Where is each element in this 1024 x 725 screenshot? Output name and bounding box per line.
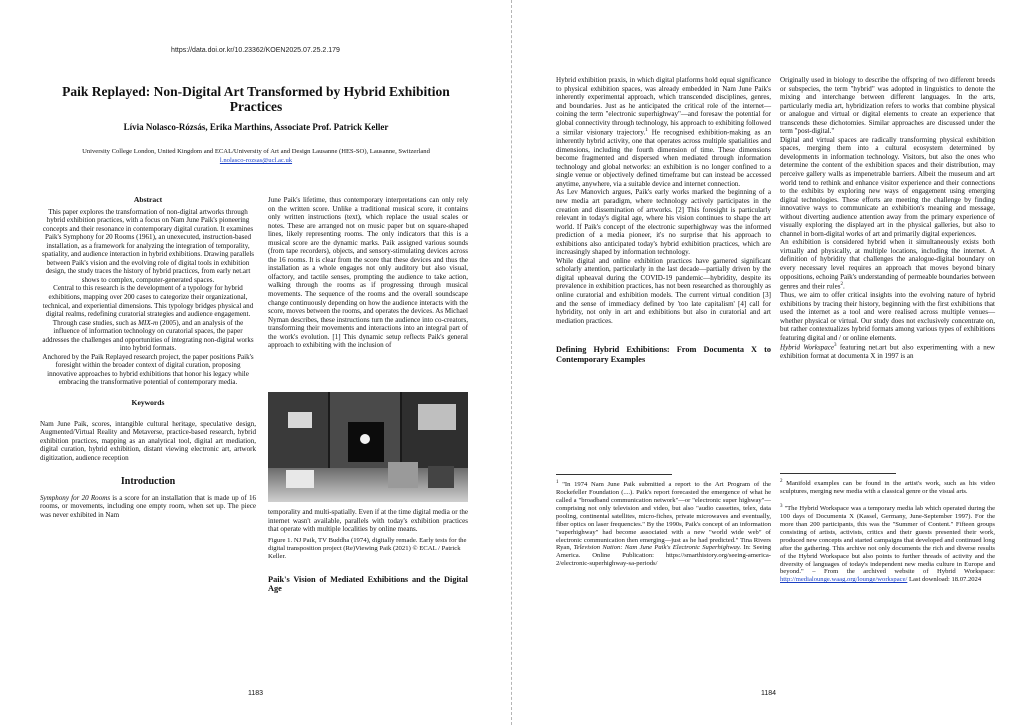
left-column-2-bottom — [268, 508, 468, 594]
body-paragraph: Digital and virtual spaces are radically transforming physical exhibition spaces, merging them into a cultural ecosystem determined by developments in information technology. Visitors, but also the ones who determine the content of the exhibition spaces and their distribution, may perceive gallery walls as impenetrable barriers. Albeit the museum and art world tend to rethink and enhance visitor experience and their connections to the exhibits by exploring new ways of engagement using emerging digital technologies. These efforts are meeting the challenge by finding innovative ways to communicate an exhibition's meaning and message, without diverting audience attention away from the primary experience of visually exploring the displayed art in the physical galleries, but also to channel in born-digital works of art and primarily digital experiences. — [780, 135, 995, 238]
left-column-2 — [268, 196, 468, 350]
doi-link[interactable]: https://data.doi.or.kr/10.23362/KOEN2025.07.25.2.179 — [171, 47, 340, 54]
page-divider — [511, 0, 512, 725]
abstract-paragraph: This paper explores the transformation of non-digital artworks through hybrid exhibition practices, with a focus on Nam June Paik's pioneering concepts and their resonance in contemporary digital curation. It examines Paik's Symphony for 20 Rooms (1961), an unexecuted, instruction-based installation, as a framework for analyzing the integration of temporality, spatiality, and audience interaction in hybrid exhibitions. Drawing parallels between Paik's vision and the evolving role of digital tools in exhibition design, the study traces the history of hybrid practices, from early net.art shows to complex, computer-generated spaces. — [41, 207, 255, 284]
introduction-heading: Introduction — [120, 476, 176, 488]
abstract-paragraph: Anchored by the Paik Replayed research project, the paper positions Paik's foresight within the broader context of digital curation, proposing innovative approaches to hybrid exhibitions that honor his legacy while embracing the transformative potential of contemporary media. — [42, 352, 254, 387]
body-paragraph: June Paik's lifetime, thus contemporary interpretations can only rely on the written score. Unlike a traditional musical score, it contains only written instructions (text), which replace the usual scales or notes. These are arranged not on music paper but on square-shaped lines, likely representing rooms. The only indicators that this is a musical score are the dynamic marks. Paik assigned various sounds (from tape recorders), objects, and sensory-stimulating devices across the 16 rooms. It is clear from the score that these devices and thus the installation as a whole engages not only auditory but also visual, olfactory, and tactile senses, prompting the audience to take action, walking through the rooms as if progressing through musical movements. The sequence of the rooms and the overall soundscape change continuously depending on how the audience interacts with the score, moves between the rooms, and operates the devices. As Michael Nyman describes, these instructions turn the audience into co-creators, transforming their movements and interactions into an integral part of the work's evolution. [1] This dynamic setup reflects Paik's general approach to exhibiting with the inclusion of — [268, 196, 468, 350]
page-number: 1184 — [761, 690, 777, 697]
body-paragraph: As Lev Manovich argues, Paik's early works marked the beginning of a new media art paradigm, where technology actively participates in the creation and dissemination of artworks. [2] This foresight is particularly relevant in today's digital age, where his vision continues to shape the art world. If Paik's concept of the electronic superhighway was the informed prediction of a media pioneer, it's no surprise that his approach to exhibitions also anticipated today's hybrid exhibition practices, which are increasingly shaped by information technology. — [556, 188, 771, 257]
right-column-1 — [556, 76, 771, 364]
footnote-rule — [780, 473, 896, 474]
figure-light — [360, 434, 370, 444]
left-column — [40, 196, 256, 520]
affiliation — [40, 147, 472, 165]
footnote-2: $^2$ Manifold examples can be found in the artist's work, such as his video sculptures, merging new media with a classical genre or the visual arts. — [780, 479, 995, 496]
section-heading-paik-vision: Paik's Vision of Mediated Exhibitions and the Digital Age — [268, 574, 468, 594]
footnote-1: $^1$ "In 1974 Nam June Paik submitted a report to the Art Program of the Rockefeller Foundation (....). Paik's report forecasted the emergence of what he called a "broadband communication network"—or "electronic super highway"—comprising not only television and video, but also "audio cassettes, telex, data pooling, continental satellites, micro-fiches, private microwaves and eventually, fiber optics on laser frequencies." By the 1990s, Paik's concept of an information "superhighway" had become associated with a new "world wide web" of electronic communication then emerging—just as he had predicted." Tina Rivers Ryan, Television Nation: Nam June Paik's Electronic Superhighway. In: Seeing America. Online Publication: https://smarthistory.org/seeing-america-2/electronic-superhighway-sa-periods/ — [556, 480, 771, 568]
page-number: 1183 — [248, 690, 264, 697]
figure-screen — [288, 412, 312, 428]
keywords-text: Nam June Paik, scores, intangible cultural heritage, speculative design, Augmented/Virtual Reality and Metaverse, practice-based research, hybrid exhibition practices, mapping as an analytical tool, digital art mediation, digital curation, hybrid exhibition, distant viewing electronic art, artwork digitization, audience reception — [40, 419, 256, 462]
figure-tv-buddha-image — [268, 392, 468, 502]
body-paragraph: Originally used in biology to describe the offspring of two different breeds or subspecies, the term "hybrid" was adopted in linguistics to denote the mixing and interchange between different languages. In the arts, particularly media art, hybridization refers to works that combine physical or analogue and virtual or digital elements to create an experience that transcends these dichotomies. Similar approaches are discussed under the term "post-digital." — [780, 76, 995, 136]
figure-monitor — [388, 462, 418, 488]
body-paragraph: Thus, we aim to offer critical insights into the evolving nature of hybrid exhibitions by tracing their history, beginning with the first exhibitions that used the internet as a tool and were realised across multiple venues—whether physical or virtual. Our study does not exclusively concentrate on, but rather contextualizes hybrid formats among various types of exhibitions featuring digital and / or online elements. — [780, 291, 995, 342]
figure-buddha — [428, 466, 454, 488]
email-link[interactable]: l.nolasco-rozsas@ucl.ac.uk — [219, 157, 293, 164]
abstract-heading: Abstract — [133, 195, 163, 204]
affiliation-text: University College London, United Kingdom and ECAL/University of Art and Design Lausanne (HES-SO), Lausanne, Switzerland — [82, 148, 430, 155]
figure-pedestal — [286, 470, 314, 488]
footnote-3: $^3$ "The Hybrid Workspace was a temporary media lab which operated during the 100 days of Documenta X (Kassel, Germany, June-September 1997). For the more than 200 participants, this was the "Summer of Content." Fifteen groups consisting of artists, activists, critics and their guests presented their work, produced new concepts and started campaigns that developed and continued long after the gathering. This archive not only documents the rich and diverse results of the Hybrid Workspace but also points to further threads of activity and the diversity of languages of today's independent new media culture in Europe and beyond." – From the archived website of Hybrid Workspace: http://medialounge.waag.org/lounge/workspace/ Last download: 18.07.2024 — [780, 504, 995, 584]
authors: Lívia Nolasco-Rózsás, Erika Marthins, Associate Prof. Patrick Keller — [123, 122, 389, 132]
figure-wall-left — [268, 392, 328, 474]
body-paragraph: An exhibition is considered hybrid when it simultaneously exists both virtually and physically, at multiple locations, including the internet. A definition of hybridity that challenges the analogue-digital boundary on every necessary level requires an approach that moves beyond binary oppositions, echoing Paik's understanding of permeable boundaries between genres and their rules$^2$. — [780, 238, 995, 291]
abstract-paragraph: Central to this research is the development of a typology for hybrid exhibitions, mapping over 200 cases to categorize their organizational, technical, and experiential dimensions. This typology bridges physical and digital realms, redefining curatorial strategies and audience engagement. Through case studies, such as MIX-m (2005), and an analysis of the influence of information technology on curatorial spaces, the paper addresses the challenges and opportunities of integrating non-digital works into hybrid formats. — [42, 284, 254, 353]
keywords-heading: Keywords — [131, 398, 165, 408]
paper-title: Paik Replayed: Non-Digital Art Transformed by Hybrid Exhibition Practices — [62, 84, 450, 114]
page-right — [513, 0, 1024, 725]
body-paragraph: While digital and online exhibition practices have garnered significant scholarly attention, particularly in the last decade—partially driven by the digital upheaval during the COVID-19 pandemic—hybridity, despite its prevalence in exhibition practices, has not been researched as thoroughly as online curatorial and exhibition models. The current virtual condition [3] and the sense of immediacy defined by 'too late capitalism' [4] call for hybridity, not only in art and exhibitions but also in curatorial and art mediation practices. — [556, 256, 771, 325]
intro-paragraph: Symphony for 20 Rooms is a score for an installation that is made up of 16 rooms, or movements, including one empty room, when set up. The piece was never exhibited in Nam — [40, 493, 256, 519]
right-column-2 — [780, 76, 995, 361]
page-left — [0, 0, 511, 725]
footnote-link[interactable]: http://medialounge.waag.org/lounge/workspace/ — [780, 576, 908, 584]
body-paragraph: temporality and multi-spatially. Even if at the time digital media or the internet wasn't available, parallels with today's exhibition practices that operate with multiple localities by online means. — [268, 508, 468, 534]
figure-screen — [418, 404, 456, 430]
footnote-rule — [556, 474, 672, 475]
figure-caption: Figure 1. NJ Paik, TV Buddha (1974), digitally remade. Early tests for the digital transposition project (Re)Viewing Paik (2021) © ECAL / Patrick Keller. — [268, 536, 467, 560]
section-heading-hybrid: Defining Hybrid Exhibitions: From Documenta X to Contemporary Examples — [556, 345, 771, 364]
body-paragraph: Hybrid Workspace$^3$ featuring net.art but also experimenting with a new exhibition format at documenta X in 1997 is an — [780, 343, 995, 361]
body-paragraph: Hybrid exhibition praxis, in which digital platforms hold equal significance to physical exhibition spaces, was already embedded in Nam June Paik's inherently experimental approach, which transcended disciplines, genres, and boundaries. Just as he anticipated the critical role of the internet—coining the term "electronic superhighway"—and foresaw the potential for global connectivity through technology, his approach to exhibiting followed a similar visionary trajectory.$^1$ He recognised exhibition-making as an inherently hybrid activity, one that operates across multiple spatialities and dimensions, including the fourth dimension of time. These dimensions become fragmented and dispersed when mediated through information technology and global networks: an exhibition is no longer confined to a single venue or objectively defined timeframe but can instead be accessed anytime, anywhere, via a suitable device and internet connection. — [556, 76, 771, 188]
